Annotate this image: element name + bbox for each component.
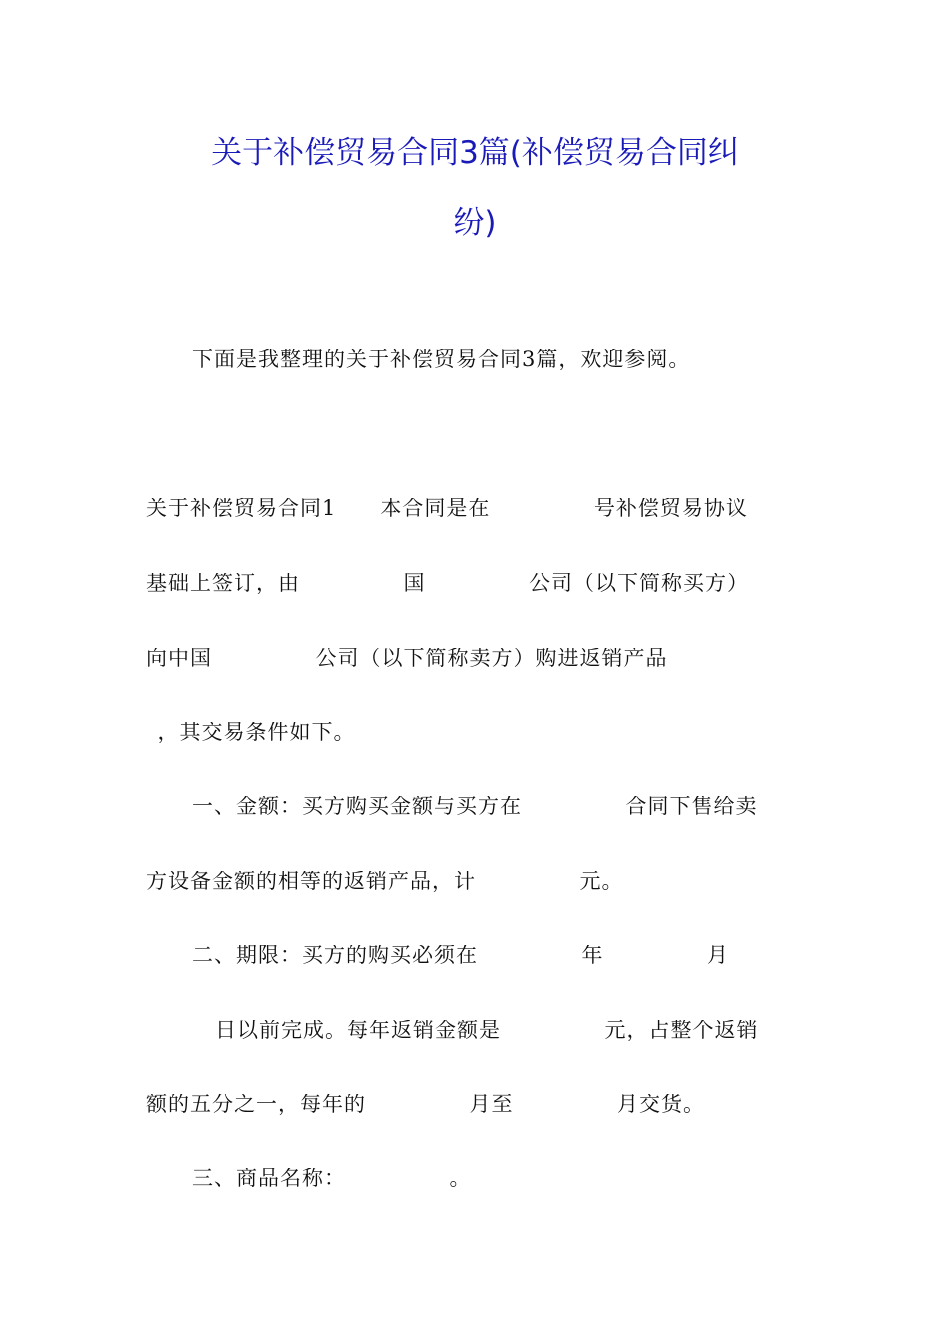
- document-title-line-2: 纷): [453, 205, 497, 241]
- clause-amount-line-1: 一、金额：买方购买金额与买方在_________合同下售给卖: [192, 796, 758, 817]
- body-line-3: 向中国_________公司（以下简称卖方）购进返销产品________: [146, 648, 760, 669]
- body-line-1: 关于补偿贸易合同1 本合同是在_________号补偿贸易协议: [146, 498, 748, 519]
- intro-paragraph: 下面是我整理的关于补偿贸易合同3篇，欢迎参阅。: [192, 349, 691, 370]
- document-title-line-1: 关于补偿贸易合同3篇(补偿贸易合同纠: [211, 135, 739, 171]
- clause-period-line-3: 额的五分之一，每年的_________月至_________月交货。: [146, 1094, 705, 1115]
- body-line-2: 基础上签订，由_________国_________公司（以下简称买方）: [146, 573, 749, 594]
- clause-period-line-1: 二、期限：买方的购买必须在_________年_________月___: [192, 945, 764, 966]
- clause-product-name-line: 三、商品名称：_________。: [192, 1168, 472, 1189]
- clause-amount-line-2: 方设备金额的相等的返销产品，计_________元。: [146, 871, 624, 892]
- clause-period-line-2: ______日以前完成。每年返销金额是_________元，占整个返销: [146, 1020, 759, 1041]
- body-line-4: _，其交易条件如下。: [146, 722, 356, 743]
